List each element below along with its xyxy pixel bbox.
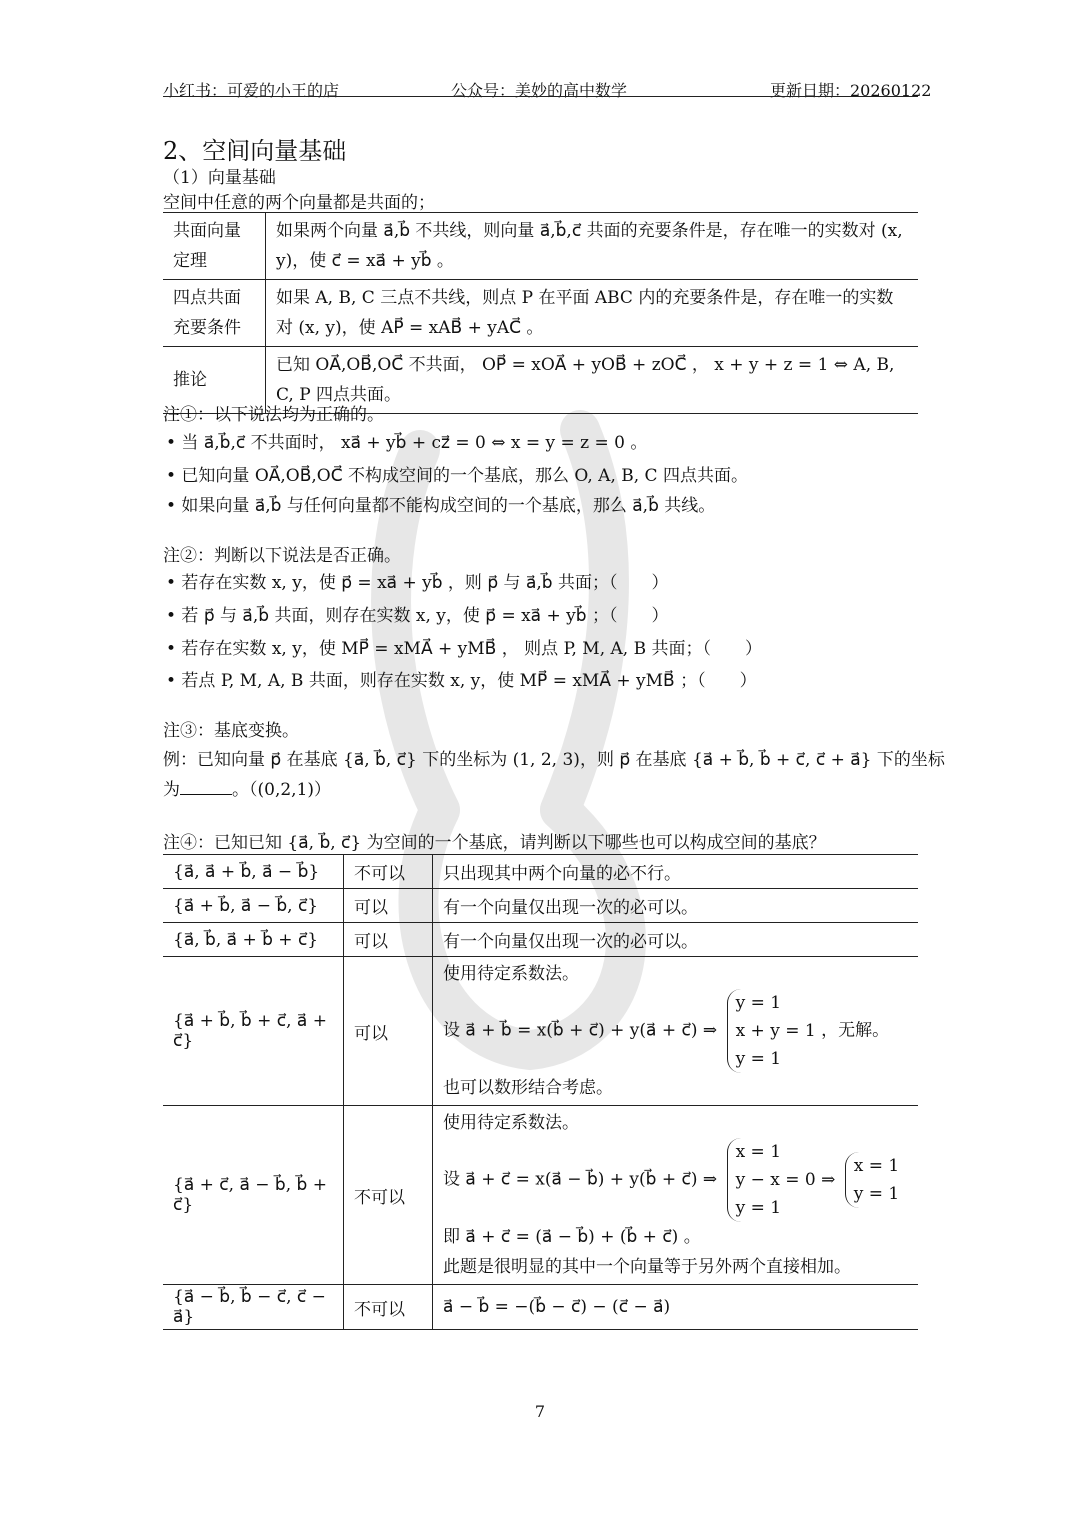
header-right: 更新日期：20260122 [770, 81, 932, 100]
basis-table [163, 854, 918, 1330]
system-line: x = 1 [735, 1142, 782, 1162]
example-prefix: 为 [163, 780, 180, 800]
header-center: 公众号：美妙的高中数学 [451, 81, 628, 100]
note4-title: 注④：已知已知 {a⃗, b⃗, c⃗} 为空间的一个基底，请判断以下哪些也可以构成空间的基底？ [163, 833, 826, 853]
note2-item: • 若存在实数 x, y，使 p⃗ = xa⃗ + yb⃗ ，则 p⃗ 与 a⃗,b⃗ 共面；（ ） [166, 573, 669, 593]
header-left: 小红书：可爱的小王的店 [163, 81, 340, 100]
note1-item: • 如果向量 a⃗,b⃗ 与任何向量都不能构成空间的一个基底，那么 a⃗,b⃗ 共线。 [166, 496, 716, 516]
equation-system-result [845, 1152, 899, 1208]
system-line: x + y = 1 [735, 1021, 816, 1041]
system-line: y − x = 0 ⇒ [735, 1170, 836, 1190]
reason: 有一个向量仅出现一次的必可以。 [433, 889, 919, 923]
note2-title: 注②：判断以下说法是否正确。 [163, 546, 401, 566]
example-suffix: 。（(0,2,1)） [232, 780, 332, 800]
basis-set: {a⃗ + b⃗, a⃗ − b⃗, c⃗} [163, 889, 344, 923]
note3-answer-line [163, 775, 331, 800]
table-row [163, 923, 918, 957]
note1-title: 注①：以下说法均为正确的。 [163, 405, 384, 425]
row-content: 如果两个向量 a⃗,b⃗ 不共线，则向量 a⃗,b⃗,c⃗ 共面的充要条件是，存在唯一的实数对 (x, y)，使 c⃗ = xa⃗ + yb⃗ 。 [266, 213, 919, 280]
section-title: 2、空间向量基础 [163, 137, 347, 165]
basis-set: {a⃗ + b⃗, b⃗ + c⃗, a⃗ + c⃗} [163, 957, 344, 1106]
reason: 只出现其中两个向量的必不行。 [433, 855, 919, 889]
verdict: 可以 [344, 923, 433, 957]
reason-equation [443, 989, 908, 1073]
verdict: 可以 [344, 889, 433, 923]
row-label: 共面向量定理 [163, 213, 266, 280]
note3-example: 例：已知向量 p⃗ 在基底 {a⃗, b⃗, c⃗} 下的坐标为 (1, 2, 3)，则 p⃗ 在基底 {a⃗ + b⃗, b⃗ + c⃗, c⃗ + a⃗} 下的坐标 [163, 750, 945, 770]
intro-text: 空间中任意的两个向量都是共面的； [163, 193, 435, 213]
verdict: 不可以 [344, 1285, 433, 1330]
note3-title: 注③：基底变换。 [163, 721, 299, 741]
note2-item: • 若点 P, M, A, B 共面，则存在实数 x, y，使 MP⃗ = xMA⃗ + yMB⃗ ；（ ） [166, 671, 757, 691]
table-row [163, 889, 918, 923]
row-label: 推论 [163, 347, 266, 414]
system-line: y = 1 [735, 993, 782, 1013]
theorem-table [163, 212, 918, 414]
row-content: 如果 A, B, C 三点不共线，则点 P 在平面 ABC 内的充要条件是，存在唯一的实数对 (x, y)，使 AP⃗ = xAB⃗ + yAC⃗ 。 [266, 280, 919, 347]
basis-set: {a⃗ + c⃗, a⃗ − b⃗, b⃗ + c⃗} [163, 1106, 344, 1285]
basis-set: {a⃗ − b⃗, b⃗ − c⃗, c⃗ − a⃗} [163, 1285, 344, 1330]
verdict: 可以 [344, 957, 433, 1106]
table-row [163, 1285, 918, 1330]
system-line: y = 1 [735, 1049, 782, 1069]
reason-method: 使用待定系数法。 [443, 964, 579, 984]
table-row [163, 1106, 918, 1285]
system-line: x = 1 [853, 1156, 900, 1176]
table-row [163, 280, 918, 347]
equation-system [727, 989, 816, 1073]
reason [433, 957, 919, 1106]
subsection-title: （1）向量基础 [163, 168, 276, 188]
reason [433, 1106, 919, 1285]
equation-after: ，无解。 [821, 1020, 890, 1041]
verdict: 不可以 [344, 1106, 433, 1285]
note2-item: • 若 p⃗ 与 a⃗,b⃗ 共面，则存在实数 x, y，使 p⃗ = xa⃗ + yb⃗ ；（ ） [166, 606, 669, 626]
reason-tail: 也可以数形结合考虑。 [443, 1078, 613, 1098]
equation: 设 a⃗ + c⃗ = x(a⃗ − b⃗) + y(b⃗ + c⃗) ⇒ [443, 1169, 718, 1190]
system-line: y = 1 [735, 1198, 782, 1218]
row-content: 已知 OA⃗,OB⃗,OC⃗ 不共面， OP⃗ = xOA⃗ + yOB⃗ + zOC⃗ ， x + y + z = 1 ⇔ A, B, C, P 四点共面。 [266, 347, 919, 414]
table-row [163, 957, 918, 1106]
reason-method: 使用待定系数法。 [443, 1113, 579, 1133]
reason-tail: 即 a⃗ + c⃗ = (a⃗ − b⃗) + (b⃗ + c⃗) 。 [443, 1227, 701, 1247]
note1-item: • 已知向量 OA⃗,OB⃗,OC⃗ 不构成空间的一个基底，那么 O, A, B, C 四点共面。 [166, 466, 748, 486]
note1-item: • 当 a⃗,b⃗,c⃗ 不共面时， xa⃗ + yb⃗ + cz⃗ = 0 ⇔ x = y = z = 0 。 [166, 433, 648, 453]
reason: a⃗ − b⃗ = −(b⃗ − c⃗) − (c⃗ − a⃗) [433, 1285, 919, 1330]
header-divider [163, 96, 918, 97]
answer-blank [180, 780, 232, 795]
reason-equation [443, 1138, 908, 1222]
basis-set: {a⃗, a⃗ + b⃗, a⃗ − b⃗} [163, 855, 344, 889]
system-line: y = 1 [853, 1184, 900, 1204]
equation-system [727, 1138, 836, 1222]
reason: 有一个向量仅出现一次的必可以。 [433, 923, 919, 957]
verdict: 不可以 [344, 855, 433, 889]
page-number: 7 [534, 1402, 546, 1421]
basis-set: {a⃗, b⃗, a⃗ + b⃗ + c⃗} [163, 923, 344, 957]
reason-tail: 此题是很明显的其中一个向量等于另外两个直接相加。 [443, 1257, 851, 1277]
row-label: 四点共面充要条件 [163, 280, 266, 347]
note2-item: • 若存在实数 x, y，使 MP⃗ = xMA⃗ + yMB⃗ ， 则点 P, M, A, B 共面；（ ） [166, 639, 763, 659]
table-row [163, 855, 918, 889]
table-row [163, 213, 918, 280]
equation: 设 a⃗ + b⃗ = x(b⃗ + c⃗) + y(a⃗ + c⃗) ⇒ [443, 1020, 718, 1041]
